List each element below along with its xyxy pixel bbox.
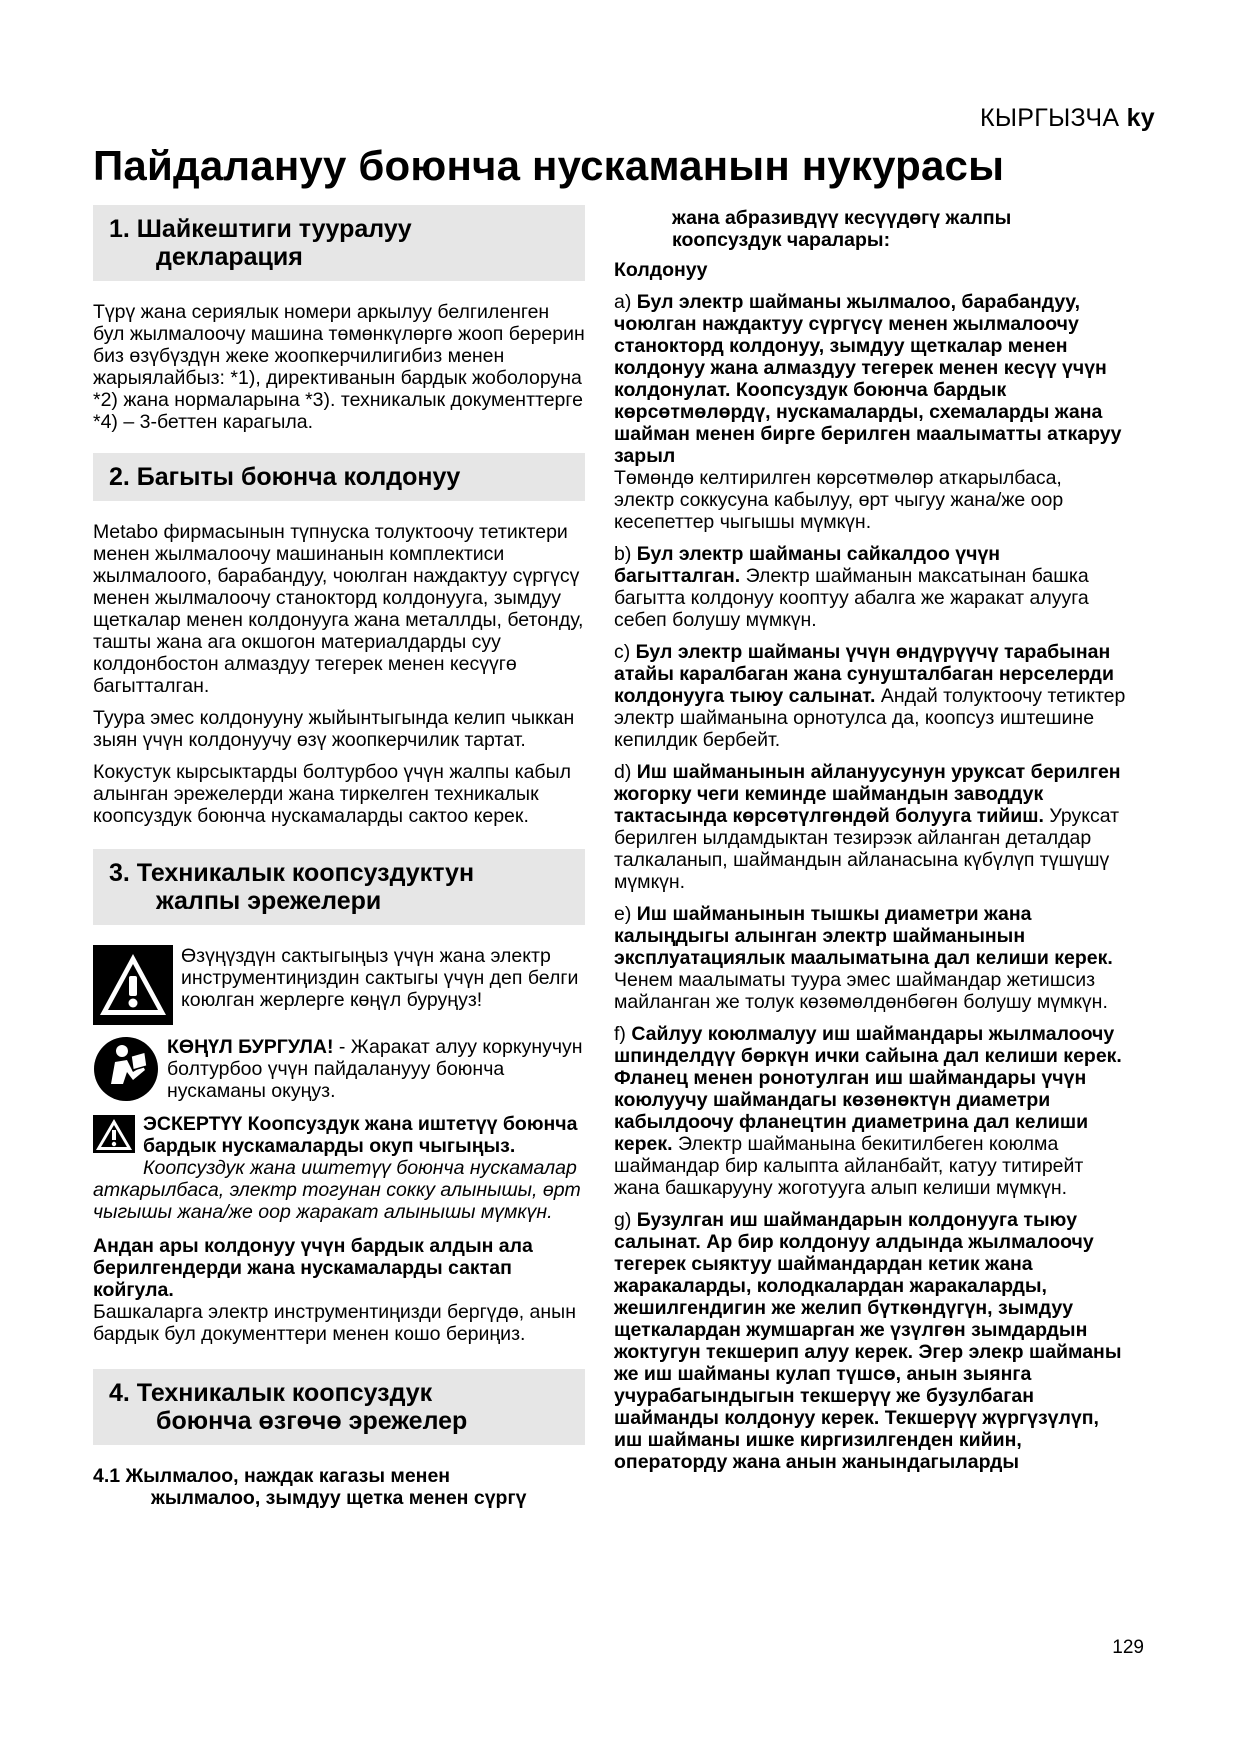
rule-a-label: a): [614, 291, 637, 313]
continued-heading: [614, 207, 1126, 251]
read-manual-text: [167, 1036, 585, 1102]
keep-instructions-text: Башкаларга электр инструментиңизди бергүдө, анын бардык бул документтери менен кошо бериңиз.: [93, 1301, 576, 1345]
continued-heading-a: жана абразивдүү кесүүдөгү жалпы: [672, 207, 1012, 229]
attention-text: - Жаракат алуу коркунучун болтурбоо үчүн пайдаланууу боюнча нускаманы окуңуз.: [167, 1036, 583, 1102]
caution-bold: ЭСКЕРТҮҮ Коопсуздук жана иштетүү боюнча бардык нускамаларды окуп чыгыңыз.: [143, 1113, 578, 1157]
keep-instructions-bold: Андан ары колдонуу үчүн бардык алдын ала берилгендерди жана нускамаларды сактап койгула.: [93, 1235, 533, 1301]
rule-c-label: c): [614, 641, 636, 663]
rule-g-label: g): [614, 1209, 637, 1231]
rule-f: [614, 1023, 1126, 1199]
read-manual-notice: [93, 1036, 585, 1107]
rule-d-bold: Иш шайманынын айлануусунун уруксат берилген жогорку чеги кеминде шаймандын заводдук тактасында көрсөтүлгөндөй болууга тийиш.: [614, 761, 1121, 827]
rule-a-text: Төмөндө келтирилген көрсөтмөлөр аткарылбаса, электр соккусуна кабылуу, өрт чыгуу жана/же оор кесепеттер чыгышы мүмкүн.: [614, 467, 1064, 533]
keep-instructions-paragraph: [93, 1235, 585, 1345]
section-3-heading: [93, 849, 585, 925]
caution-paragraph: [93, 1113, 585, 1223]
attention-label: КӨҢҮЛ БУРГУЛА!: [167, 1036, 334, 1058]
rule-f-label: f): [614, 1023, 632, 1045]
rule-d: [614, 761, 1126, 893]
section-3-title-b: жалпы эрежелери: [156, 887, 382, 915]
intended-use-text: Metabo фирмасынын түпнуска толуктоочу тетиктери менен жылмалоочу машинанын комплектиси жылмалоого, барабандуу, чоюлган наждактуу сүргүсү менен жылмалоочу станокторд колдонууга, зымдуу щеткалар менен колдонууга жана металлды, бетонду, ташты жана ага окшогон материалдарды суу колдонбостон алмаздуу тегерек менен кесүүгө багытталган.: [93, 521, 584, 697]
rule-a: [614, 291, 1126, 533]
continued-heading-b: коопсуздук чаралары:: [672, 229, 891, 251]
rule-b: [614, 543, 1126, 631]
rule-c-text: Андай толуктоочу тетиктер электр шайманына орнотулса да, коопсуз иштешине кепилдик бербейт.: [614, 685, 1126, 751]
rule-d-label: d): [614, 761, 637, 783]
section-3-title-a: 3. Техникалык коопсуздуктун: [109, 859, 475, 887]
section-1-heading: [93, 205, 585, 281]
left-column: [93, 205, 585, 1509]
rule-c: [614, 641, 1126, 751]
section-4-title-b: боюнча өзгөчө эрежелер: [156, 1407, 468, 1435]
section-4-title-a: 4. Техникалык коопсуздук: [109, 1379, 433, 1407]
rule-e-label: e): [614, 903, 637, 925]
usage-heading: Колдонуу: [614, 259, 708, 281]
warning-triangle-icon: [93, 945, 173, 1030]
read-manual-icon: [93, 1036, 159, 1107]
subsection-4-1-title-a: 4.1 Жылмалоо, наждак кагазы менен: [93, 1465, 451, 1487]
page-number: 129: [1112, 1637, 1144, 1658]
accident-prevention-text: Кокустук кырсыктарды болтурбоо үчүн жалпы кабыл алынган эрежелерди жана тиркелген техникалык коопсуздук боюнча нускамаларды сактоо керек.: [93, 761, 571, 827]
section-2-title: 2. Багыты боюнча колдонуу: [109, 463, 461, 491]
language-code: ky: [1126, 104, 1155, 132]
liability-text: Туура эмес колдонууну жыйынтыгында келип чыккан зыян үчүн колдонуучу өзү жоопкерчилик тартат.: [93, 707, 575, 751]
section-1-title-a: 1. Шайкештиги тууралуу: [109, 215, 412, 243]
section-4-heading: [93, 1369, 585, 1445]
caution-italic: Коопсуздук жана иштетүү боюнча нускамалар аткарылбаса, электр тогунан сокку алынышы, өрт чыгышы жана/же оор жаракат алынышы мүмкүн.: [93, 1157, 581, 1223]
section-2-heading: [93, 453, 585, 501]
language-name: КЫРГЫЗЧА: [980, 104, 1120, 132]
rule-f-text: Электр шайманына бекитилбеген коюлма шаймандар бир калыпта айланбайт, катуу титирейт жана башкарууну жоготууга алып келиши мүмкүн.: [614, 1133, 1084, 1199]
rule-b-label: b): [614, 543, 637, 565]
declaration-text: Түрү жана сериялык номери аркылуу белгиленген бул жылмалоочу машина төмөнкүлөргө жооп берерин биз өзүбүздүн жеке жоопкерчилигибиз менен жарыялайбыз: *1), директиванын бардык жоболоруна *2) жана нормаларына *3). техникалык документтерге *4) – 3-беттен карагыла.: [93, 301, 585, 433]
subsection-4-1-title-b: жылмалоо, зымдуу щетка менен сүргү: [151, 1487, 527, 1509]
section-1-title-b: декларация: [156, 243, 303, 271]
small-warning-triangle-icon: [93, 1115, 135, 1158]
rule-b-bold: Бул электр шайманы сайкалдоо үчүн багытталган.: [614, 543, 1001, 587]
rule-e-text: Ченем маалыматы туура эмес шаймандар жетишсиз майланган же толук көзөмөлдөнбөгөн болушу мүмкүн.: [614, 969, 1108, 1013]
right-column: [614, 207, 1126, 1483]
language-label: [980, 104, 1155, 133]
rule-c-bold: Бул электр шайманы үчүн өндүрүүчү тарабынан атайы каралбаган жана сунушталбаган нерселерди колдонууга тыюу салынат.: [614, 641, 1114, 707]
rule-g: [614, 1209, 1126, 1473]
rule-e: [614, 903, 1126, 1013]
subsection-4-1-heading: [93, 1465, 585, 1509]
rule-f-bold: Сайлуу коюлмалуу иш шаймандары жылмалоочу шпинделдүү бөркүн ички сайына дал келиши керек. Фланец менен ронотулган иш шаймандары үчүн коюлуучу шаймандагы көзөнөктүн диаметри кабылдоочу фланецтин диаметрина дал келиши керек.: [614, 1023, 1122, 1155]
rule-g-bold: Бузулган иш шаймандарын колдонууга тыюу салынат. Ар бир колдонуу алдында жылмалоочу тегерек сыяктуу шаймандардан кетик жана жаракаларды, колодкалардан жаракаларды, жешилгендигин же желип бүткөндүгүн, зымдуу щеткалардан жумшарган же үзүлгөн зымдардын жоктугун текшерип алуу керек. Эгер элекр шайманы же иш шайманы кулап түшсө, анын зыянга учурабагындыгын текшерүү же бузулбаган шайманды колдонуу керек. Текшерүү жүргүзүлүп, иш шайманы ишке киргизилгенден кийин, операторду жана анын жанындагыларды: [614, 1209, 1122, 1473]
warning-notice: [93, 945, 585, 1030]
rule-b-text: Электр шайманын максатынан башка багытта колдонуу кооптуу абалга же жаракат алууга себеп болушу мүмкүн.: [614, 565, 1089, 631]
warning-notice-text: Өзүңүздүн сактыгыңыз үчүн жана электр инструментиңиздин сактыгы үчүн деп белги коюлган жерлерге көңүл буруңуз!: [181, 945, 579, 1011]
rule-d-text: Уруксат берилген ылдамдыктан тезирээк айланган деталдар талкаланып, шаймандын айланасына күбүлүп түшүшү мүмкүн.: [614, 805, 1120, 893]
page-title: Пайдалануу боюнча нускаманын нукурасы: [93, 142, 1005, 189]
rule-e-bold: Иш шайманынын тышкы диаметри жана калыңдыгы алынган электр шайманынын эксплуатациялык маалыматына дал келиши керек.: [614, 903, 1113, 969]
rule-a-bold: Бул электр шайманы жылмалоо, барабандуу, чоюлган наждактуу сүргүсү менен жылмалоочу станокторд колдонуу, зымдуу щеткалар менен колдонуу жана алмаздуу тегерек менен кесүү үчүн колдонулат. Коопсуздук боюнча бардык көрсөтмөлөрдү, нускамаларды, схемаларды жана шайман менен бирге берилген маалыматты аткаруу зарыл: [614, 291, 1122, 467]
